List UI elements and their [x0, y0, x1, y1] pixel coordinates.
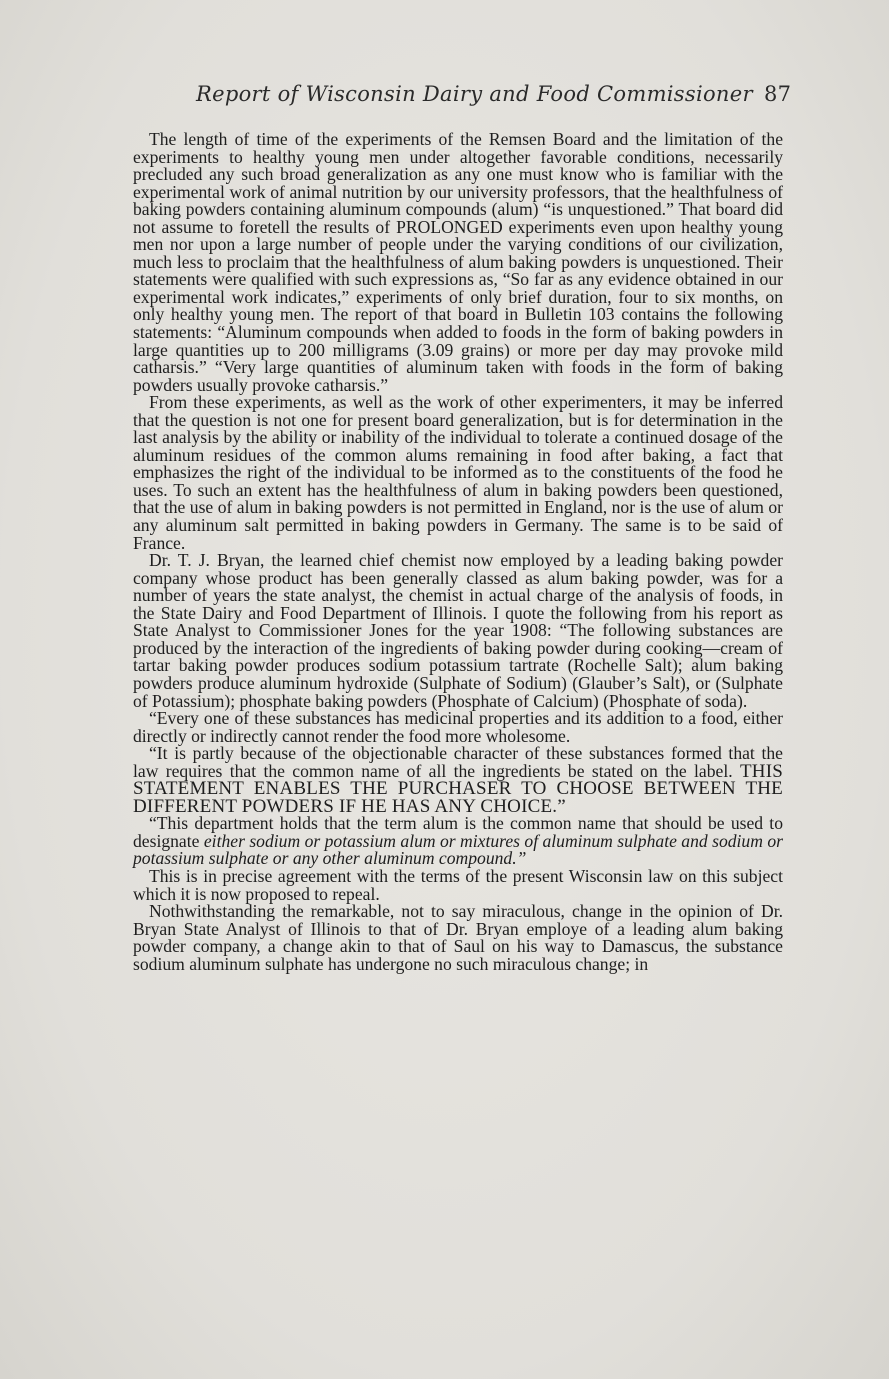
paragraph-objectionable-character: [133, 745, 783, 815]
page-number: 87: [764, 82, 792, 106]
paragraph-medicinal-properties: “Every one of these substances has medicinal properties and its addition to a food, either directly or indirectly cannot render the food more wholesome.: [133, 708, 783, 746]
paragraph-department-text: “This department holds that the term alum is the common name that should be used to designate: [133, 813, 783, 851]
paragraph-remsen-board: The length of time of the experiments of the Remsen Board and the limitation of the experiments to healthy young men under altogether favorable conditions, necessarily precluded any such broad generalization as any one must know who is familiar with the experimental work of animal nutrition by our university professors, that the healthfulness of baking powders containing aluminum compounds (alum) “is unquestioned.” That board did not assume to foretell the results of PROLONGED experiments even upon healthy young men nor upon a large number of people under the varying conditions of our civilization, much less to proclaim that the healthfulness of alum baking powders is unquestioned. Their statements were qualified with such expressions as, “So far as any evidence obtained in our experimental work indicates,” experiments of only brief duration, four to six months, on only healthy young men. The report of that board in Bulletin 103 contains the following statements: “Aluminum compounds when added to foods in the form of baking powders in large quantities up to 200 milligrams (3.09 grains) or more per day may provoke mild catharsis.” “Very large quantities of aluminum taken with foods in the form of baking powders usually provoke catharsis.”: [133, 129, 783, 395]
paragraph-experiments: From these experiments, as well as the work of other experimenters, it may be inferred that the question is not one for present board generalization, but is for determination in the last analysis by the ability or inability of the individual to tolerate a continued dosage of the aluminum residues of the common alums remaining in food after baking, a fact that emphasizes the right of the individual to be informed as to the constituents of the food he uses. To such an extent has the healthfulness of alum in baking powders been questioned, that the use of alum in baking powders is not permitted in England, nor is the use of alum or any aluminum salt permitted in baking powders in Germany. The same is to be said of France.: [133, 392, 783, 553]
paragraph-objectionable-text: “It is partly because of the objectionable character of these substances formed that the law requires that the common name of all the ingredients be stated on the label.: [133, 743, 783, 781]
paragraph-department-holds: [133, 815, 783, 868]
paragraph-notwithstanding: Nothwithstanding the remarkable, not to say miraculous, change in the opinion of Dr. Bryan State Analyst of Illinois to that of Dr. Bryan employe of a leading alum baking powder company, a change akin to that of Saul on his way to Damascus, the substance sodium aluminum sulphate has undergone no such miraculous change; in: [133, 901, 783, 974]
caps-statement: THIS STATEMENT ENABLES THE PURCHASER TO CHOOSE BETWEEN THE DIFFERENT POWDERS IF HE HAS ANY CHOICE.”: [133, 760, 783, 817]
running-header: [196, 82, 796, 106]
paragraph-wisconsin-law: This is in precise agreement with the terms of the present Wisconsin law on this subject which it is now proposed to repeal.: [133, 865, 783, 904]
paragraph-dr-bryan: Dr. T. J. Bryan, the learned chief chemist now employed by a leading baking powder company whose product has been generally classed as alum baking powder, was for a number of years the state analyst, the chemist in actual charge of the analysis of foods, in the State Dairy and Food Department of Illinois. I quote the following from his report as State Analyst to Commissioner Jones for the year 1908: “The following substances are produced by the interaction of the ingredients of baking powder during cooking—cream of tartar baking powder produces sodium potassium tartrate (Rochelle Salt); alum baking powders produce aluminum hydroxide (Sulphate of Sodium) (Glauber’s Salt), or (Sulphate of Potassium); phosphate baking powders (Phosphate of Calcium) (Phosphate of soda).: [133, 550, 783, 711]
header-title: Report of Wisconsin Dairy and Food Commissioner: [196, 82, 753, 106]
body-text: [133, 131, 783, 973]
italic-alum-definition: either sodium or potassium alum or mixtures of aluminum sulphate and sodium or potassium sulphate or any other aluminum compound.”: [133, 830, 783, 869]
